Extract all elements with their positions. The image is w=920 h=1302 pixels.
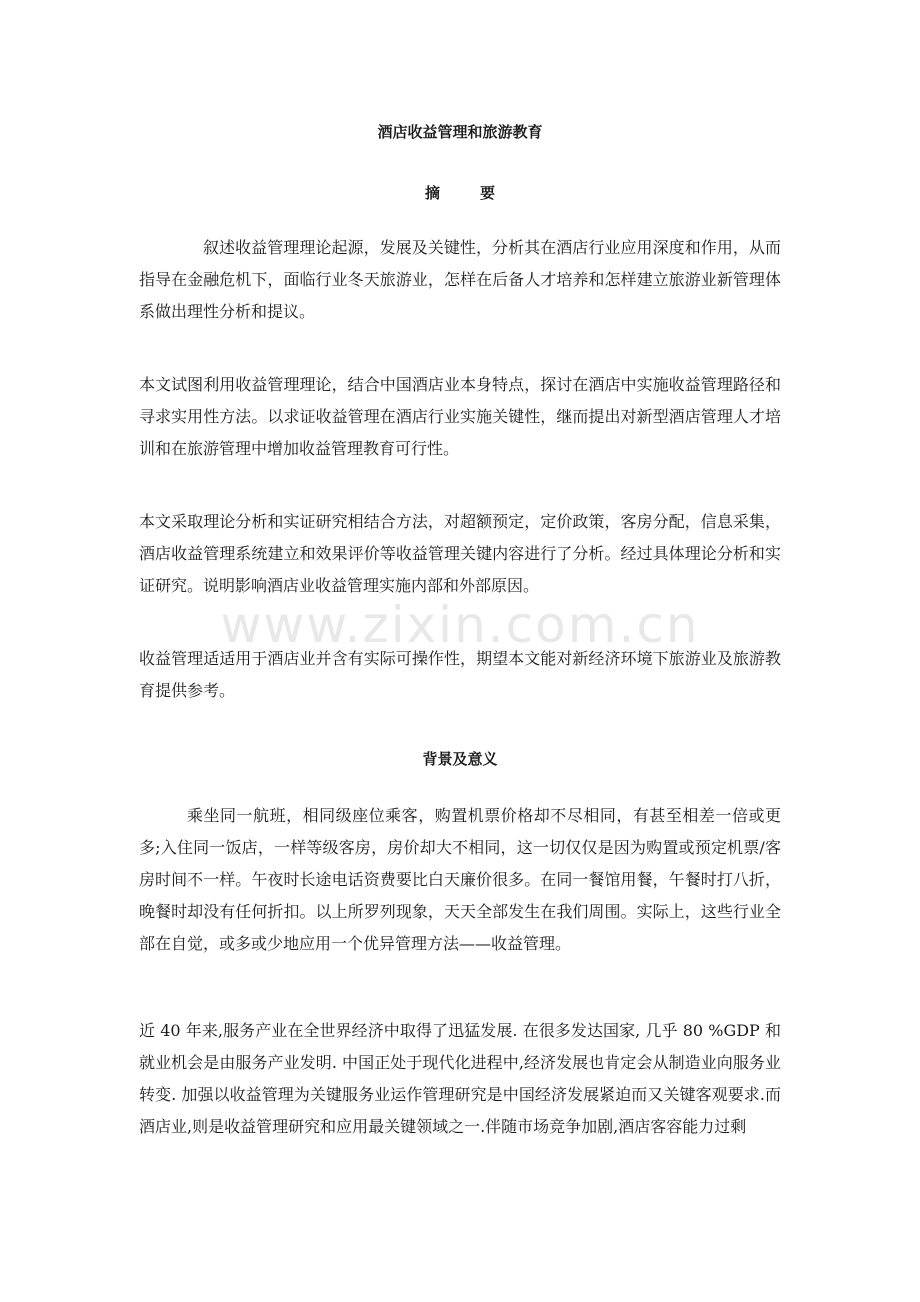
watermark: www.zixin.com.cn [220, 596, 700, 654]
abstract-paragraph-4: 收益管理适适用于酒店业并含有实际可操作性，期望本文能对新经济环境下旅游业及旅游教育提供参考。 [139, 649, 781, 700]
background-paragraph-1: 乘坐同一航班，相同级座位乘客，购置机票价格却不尽相同，有甚至相差一倍或更多;入住同一饭店，一样等级客房，房价却大不相同，这一切仅仅是因为购置或预定机票/客房时间不一样。午夜时长途电话资费要比白天廉价很多。在同一餐馆用餐，午餐时打八折，晚餐时却没有任何折扣。以上所罗列现象，天天全部发生在我们周围。实际上，这些行业全部在自觉，或多或少地应用一个优异管理方法——收益管理。 [139, 806, 781, 953]
abstract-heading-char-1: 摘 [424, 184, 440, 202]
background-heading: 背景及意义 [422, 750, 498, 768]
abstract-paragraph-2: 本文试图利用收益管理理论，结合中国酒店业本身特点，探讨在酒店中实施收益管理路径和寻求实用性方法。以求证收益管理在酒店行业实施关键性，继而提出对新型酒店管理人才培训和在旅游管理中增加收益管理教育可行性。 [139, 375, 781, 458]
abstract-heading-char-2: 要 [480, 184, 496, 202]
abstract-paragraph-1: 叙述收益管理理论起源，发展及关键性，分析其在酒店行业应用深度和作用，从而指导在金融危机下，面临行业冬天旅游业，怎样在后备人才培养和怎样建立旅游业新管理体系做出理性分析和提议。 [139, 238, 781, 321]
abstract-paragraph-3: 本文采取理论分析和实证研究相结合方法，对超额预定，定价政策，客房分配，信息采集，酒店收益管理系统建立和效果评价等收益管理关键内容进行了分析。经过具体理论分析和实证研究。说明影响酒店业收益管理实施内部和外部原因。 [139, 512, 781, 595]
document-title: 酒店收益管理和旅游教育 [377, 123, 543, 141]
background-paragraph-2: 近 40 年来,服务产业在全世界经济中取得了迅猛发展. 在很多发达国家, 几乎 80 %GDP 和就业机会是由服务产业发明. 中国正处于现代化进程中,经济发展也肯定会从制造业向服务业转变. 加强以收益管理为关键服务业运作管理研究是中国经济发展紧迫而又关键客观要求.而酒店业,则是收益管理研究和应用最关键领域之一.伴随市场竞争加剧,酒店客容能力过剩 [139, 1021, 781, 1136]
abstract-heading [0, 182, 920, 203]
